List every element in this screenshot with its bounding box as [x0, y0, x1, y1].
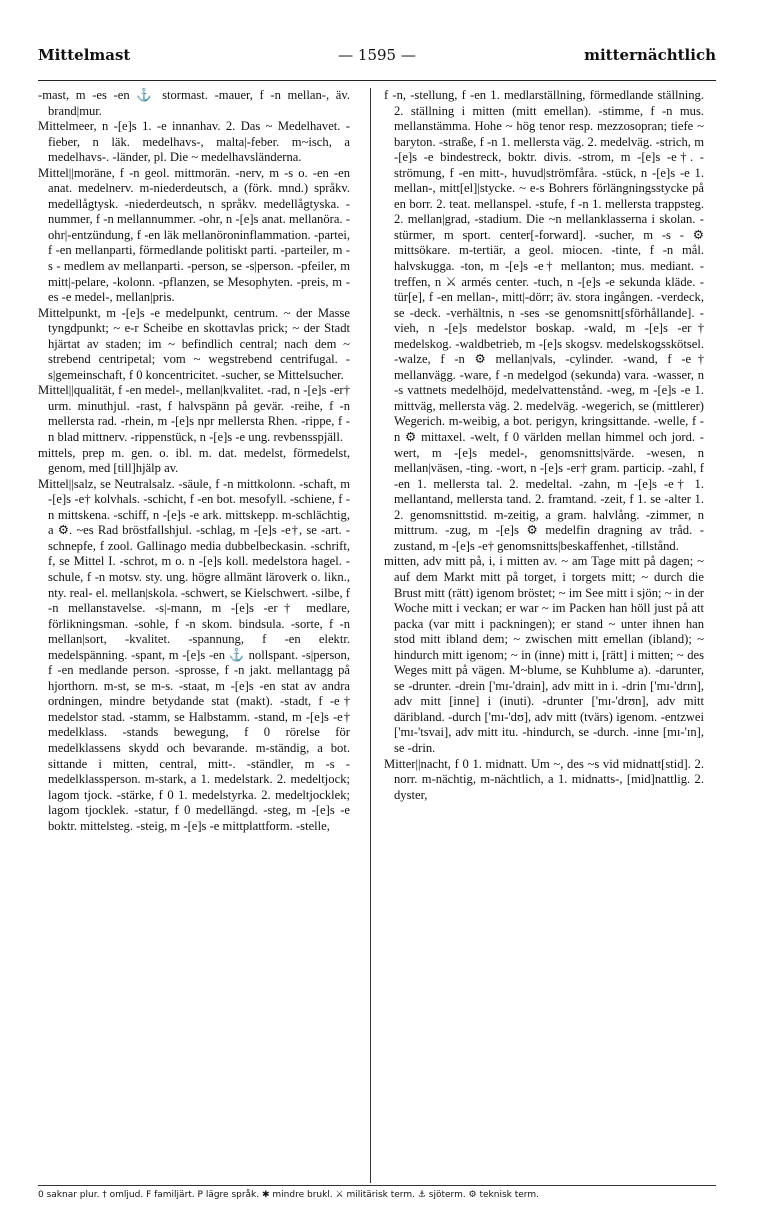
- header-guide-word-last: mitternächtlich: [584, 46, 716, 64]
- dictionary-entry: Mitter||nacht, f 0 1. midnatt. Um ~, des ~s vid midnatt[stid]. 2. norr. m-nächtig, m-nächtlich, a 1. midnatts-, [mid]nattlig. 2. dyster,: [384, 756, 704, 802]
- footer-rule: [38, 1185, 716, 1186]
- dictionary-entry: f -n, -stellung, f -en 1. medlarställning, förmedlande ställning. 2. ställning i mitten (mitt emellan). -stimme, f -n mus. mellanstämma. Hohe ~ hög tenor resp. mezzosopran; tiefe ~ baryton. -straße, f -n 1. mellersta väg. 2. medelväg. -strich, m -[e]s -e bindestreck, boktr. divis. -strom, m -[e]s -e†. -strömung, f -en mitt-, huvud|strömfåra. -stück, n -[e]s -e 1. mellan-, mitt[el]|stycke. ~ e-s Bohrers förlängningsstycke på en borr. 2. teat. mellanspel. -stufe, f -n 1. mellersta trappsteg. 2. mellan|grad, -stadium. Die ~n mellanklasserna i skolan. -stürmer, m sport. center[-forward]. -sucher, m -s - ⚙ mittsökare. m-tertiär, a geol. miocen. -tinte, f -n mål. halvskugga. -ton, m -[e]s -e† mellanton; mus. mediant. -treffen, n ⚔ armés center. -tuch, n -[e]s -e sekunda kläde. -tür[e], f -en mellan-, mitt|-dörr; äv. stora ingången. -verdeck, se -deck. -verhältnis, n -ses -se genomsnitt[sförhållande]. -vieh, n -[e]s medelstor boskap. -wald, m -[e]s -er† medelskog. -waldbetrieb, m -[e]s skogsv. medelskogsskötsel. -walze, f -n ⚙ mellan|vals, -cylinder. -wand, f -e† mellanvägg. -ware, f -n medelgod (sekunda) vara. -wasser, n -s vattnets medelhöjd, medelvattenstånd. -weg, m -[e]s -e 1. mittväg, mellersta väg. 2. medelväg. -wegerich, se (mittlerer) Wegerich. m-weibig, a bot. perigyn, kringsittande. -welle, f -n ⚙ mittaxel. -welt, f 0 världen mellan himmel och jord. -wert, m -[e]s medel-, genomsnitts|värde. -wesen, n mellan|väsen, -ting. -wort, n -[e]s -er† gram. particip. -zahl, f -en 1. mellersta tal. 2. medeltal. -zahn, m -[e]s -e† 1. mellantand, mellersta tand. 2. framtand. -zeit, f 1. se -alter 1. 2. genomsnittstid. m-zeitig, a gram. halvlång. -zimmer, n mittrum. -zug, m -[e]s ⚙ medelfin dragning av tråd. -zustand, m -[e]s -e† genomsnitts|beskaffenhet, -tillstånd.: [384, 88, 704, 553]
- right-column: [384, 88, 704, 1168]
- dictionary-entry: Mittel||moräne, f -n geol. mittmorän. -nerv, m -s o. -en -en anat. medelnerv. m-niederdeutsch, a (förk. mnd.) språkv. medellågtysk. -niederdeutsch, n språkv. medellågtyska. -nummer, f -n mellannummer. -ohr, n -[e]s anat. mellanöra. -ohr|-entzündung, f -en läk mellanöroninflammation. -partei, f -en mellanparti, förmedlande politiskt parti. -parteiler, m -s - medlem av mellanparti. -person, se -s|person. -pfeiler, m mitt|-pelare, -kolonn. -pflanzen, se Mesophyten. -preis, m -es -e medel-, mellan|pris.: [38, 165, 350, 305]
- dictionary-entry: Mittelpunkt, m -[e]s -e medelpunkt, centrum. ~ der Masse tyngdpunkt; ~ e-r Scheibe en skottavlas prick; ~ der Stadt hjärtat av staden; im ~ befindlich central; nach dem ~ strebend centripetal; vom ~ wegstrebend centrifugal. -s|gemeinschaft, f 0 koncentricitet. -sucher, se Mittelsucher.: [38, 305, 350, 382]
- abbreviation-legend: 0 saknar plur. † omljud. F familjärt. P lägre språk. ✱ mindre brukl. ⚔ militärisk term. ⚓ sjöterm. ⚙ teknisk term.: [38, 1190, 539, 1200]
- dictionary-entry: mittels, prep m. gen. o. ibl. m. dat. medelst, förmedelst, genom, med [till]hjälp av.: [38, 445, 350, 476]
- dictionary-entry: Mittelmeer, n -[e]s 1. -e innanhav. 2. Das ~ Medelhavet. -fieber, n läk. medelhavs-, malta|-feber. m~isch, a medelhavs-. -länder, pl. Die ~ medelhavsländerna.: [38, 119, 350, 165]
- page-number: — 1595 —: [338, 46, 416, 64]
- dictionary-entry: Mittel||qualität, f -en medel-, mellan|kvalitet. -rad, n -[e]s -er† urm. minuthjul. -rast, f halvspänn på gevär. -reihe, f -n mellersta rad. -rhein, m -[e]s npr mellersta Rhen. -rippe, f -n blad mittnerv. -rippenstück, n -[e]s -e ung. revbensspjäll.: [38, 383, 350, 445]
- left-column: [38, 88, 350, 1168]
- dictionary-entry: mitten, adv mitt på, i, i mitten av. ~ am Tage mitt på dagen; ~ auf dem Markt mitt på torget, i torgets mitt; ~ durch die Brust mitt (rätt) igenom bröstet; ~ im See mitt i sjön; ~ in der Woche mitt i veckan; er war ~ im Packen han höll just på att packa (var mitt i packningen); er stand ~ unter ihnen han stod mitt ibland dem; ~ zwischen mitt emellan (ibland); ~ hindurch mitt igenom; ~ in (inne) mitt i, [rätt] i mitten; ~ des Weges mitt på vägen. M~blume, se Kuhblume a). -darunter, se -drunter. -drein ['mɪ-'drain], adv mitt in i. -drin ['mɪ-'drɪn], adv mitt [inne] i (inuti). -drunter ['mɪ-'drʊn], adv mitt däribland. -durch ['mɪ-'dʊ], adv mitt (tvärs) igenom. -entzwei ['mɪ-'tsvai], adv mitt itu. -hindurch, se -durch. -inne [mɪ-'ɪn], se -drin.: [384, 554, 704, 755]
- column-divider: [370, 88, 371, 1183]
- dictionary-entry: -mast, m -es -en ⚓ stormast. -mauer, f -n mellan-, äv. brand|mur.: [38, 88, 350, 118]
- header-guide-word-first: Mittelmast: [38, 46, 131, 64]
- page-header: [38, 46, 716, 76]
- dictionary-entry: Mittel||salz, se Neutralsalz. -säule, f -n mittkolonn. -schaft, m -[e]s -e† kolvhals. -schicht, f -en bot. mesofyll. -schiene, f -n mittskena. -schiff, n -[e]s -e ark. mittskepp. m-schlächtig, a ⚙. ~es Rad bröstfallshjul. -schlag, m -[e]s -e†, se -art. -schnepfe, f zool. Gallinago media dubbelbeckasin. -schrift, f, se Mittel I. -schrot, m o. n -[e]s koll. medelstora hagel. -schule, f -n motsv. sty. ung. högre allmänt läroverk o. likn., nty. real- el. mellan|skola. -schwert, se Kielschwert. -silbe, f -n mellanstavelse. -s|-mann, m -[e]s -er† medlare, förlikningsman. -sohle, f -n skom. bindsula. -sorte, f -n mellan|sort, -kvalitet. -spannung, f -en elektr. medelspänning. -spant, m -[e]s -en ⚓ nollspant. -s|person, f -en medlande person. -sprosse, f -n jakt. mellantagg på hjorthorn. m-st, se m-s. -staat, m -[e]s -en stat av andra ordningen, mindre betydande stat (makt). -stadt, f -e† medelstor stad. -stamm, se Halbstamm. -stand, m -[e]s -e† medelklass. -stands bewegung, f 0 rörelse för medelklassens skydd och bevarande. m-ständig, a bot. sittande i mitten, central, mitt-. -ständler, m -s - medelklassperson. m-stark, a 1. medelstark. 2. medeltjock; lagom tjock. -stärke, f 0 1. medelstyrka. 2. medeltjocklek; lagom tjocklek. -statur, f 0 medellängd. -steg, m -[e]s -e boktr. mittelsteg. -steig, m -[e]s -e mittplattform. -stelle,: [38, 476, 350, 833]
- header-rule: [38, 80, 716, 81]
